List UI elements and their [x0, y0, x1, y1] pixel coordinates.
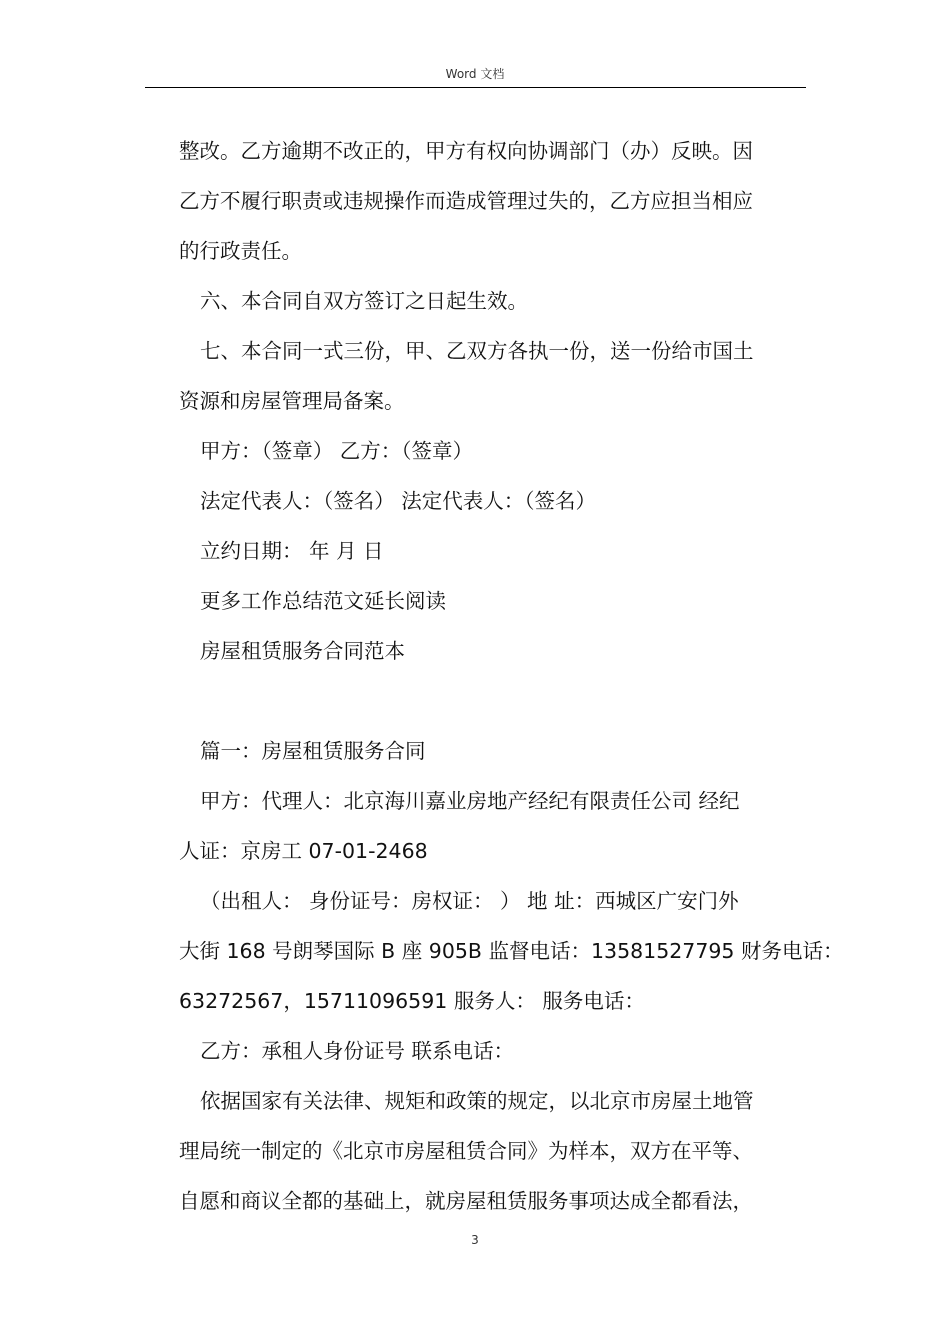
- template-title: 房屋租赁服务合同范本: [200, 639, 405, 663]
- signature-party-line: 甲方：（签章） 乙方：（签章）: [200, 439, 474, 463]
- text-line: 大街 168 号朗琴国际 B 座 905B 监督电话：13581527795 财务电话：: [179, 939, 844, 963]
- clause-seven: 七、本合同一式三份，甲、乙双方各执一份，送一份给市国土: [200, 339, 754, 363]
- text-line: 整改。乙方逾期不改正的，甲方有权向协调部门（办）反映。因: [179, 139, 753, 163]
- section-heading: 篇一：房屋租赁服务合同: [200, 739, 426, 763]
- document-body: [179, 133, 844, 1233]
- text-line: 理局统一制定的《北京市房屋租赁合同》为样本，双方在平等、: [179, 1139, 753, 1163]
- party-a-line: 甲方：代理人：北京海川嘉业房地产经纪有限责任公司 经纪: [200, 789, 740, 813]
- page-number: 3: [471, 1233, 479, 1247]
- text-line: 人证：京房工 07-01-2468: [179, 839, 428, 863]
- text-line: 63272567，15711096591 服务人： 服务电话：: [179, 989, 645, 1013]
- text-line: 自愿和商议全都的基础上，就房屋租赁服务事项达成全都看法，: [179, 1189, 753, 1213]
- text-line: 的行政责任。: [179, 239, 302, 263]
- lessor-info-line: （出租人： 身份证号：房权证： ） 地 址：西城区广安门外: [200, 889, 739, 913]
- text-line: 乙方不履行职责或违规操作而造成管理过失的，乙方应担当相应: [179, 189, 753, 213]
- signature-representative-line: 法定代表人：（签名） 法定代表人：（签名）: [200, 489, 597, 513]
- page-header-title: Word 文档: [445, 67, 505, 81]
- clause-six: 六、本合同自双方签订之日起生效。: [200, 289, 528, 313]
- header-divider: [145, 87, 806, 88]
- preamble-line: 依据国家有关法律、规矩和政策的规定，以北京市房屋土地管: [200, 1089, 754, 1113]
- text-line: 资源和房屋管理局备案。: [179, 389, 405, 413]
- signing-date-line: 立约日期： 年 月 日: [200, 539, 384, 563]
- blank-line: [179, 683, 815, 733]
- party-b-line: 乙方：承租人身份证号 联系电话：: [200, 1039, 515, 1063]
- extended-reading-heading: 更多工作总结范文延长阅读: [200, 589, 446, 613]
